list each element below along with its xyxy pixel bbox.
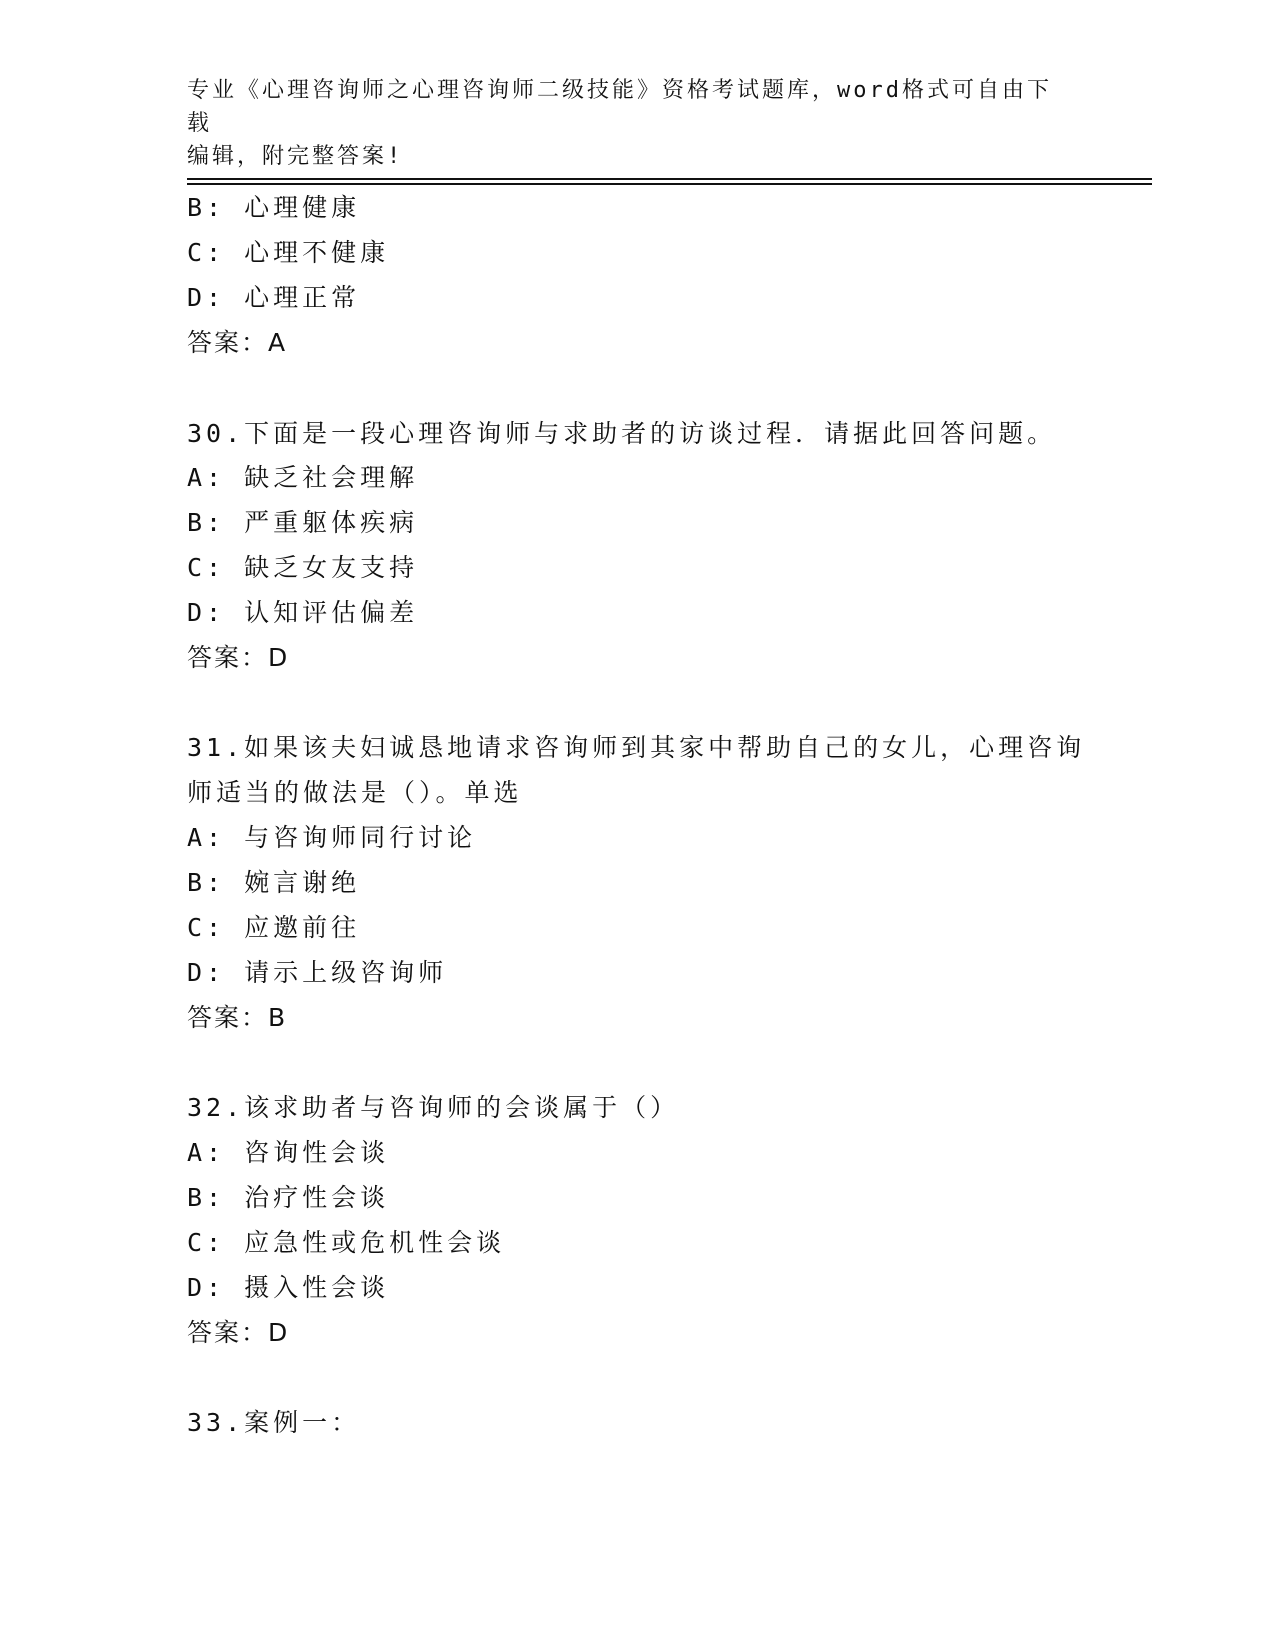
q32-option-d: D: 摄入性会谈: [187, 1273, 390, 1302]
q31-answer: 答案：B: [187, 1003, 288, 1032]
q29-option-d: D: 心理正常: [187, 283, 361, 312]
q31-option-a: A: 与咨询师同行讨论: [187, 823, 477, 852]
q33-question: 33.案例一：: [187, 1408, 361, 1437]
q30-option-a: A: 缺乏社会理解: [187, 463, 419, 492]
q32-option-b: B: 治疗性会谈: [187, 1183, 390, 1212]
q30-option-b: B: 严重躯体疾病: [187, 508, 419, 537]
q31-option-c: C: 应邀前往: [187, 913, 361, 942]
q31-option-b: B: 婉言谢绝: [187, 868, 361, 897]
q30-question: 30.下面是一段心理咨询师与求助者的访谈过程．请据此回答问题。: [187, 419, 1057, 448]
header-divider-top: [187, 178, 1152, 180]
header-divider-bottom: [187, 183, 1152, 185]
q29-answer: 答案：A: [187, 328, 288, 357]
q30-answer: 答案：D: [187, 643, 290, 672]
q32-option-a: A: 咨询性会谈: [187, 1138, 390, 1167]
q32-option-c: C: 应急性或危机性会谈: [187, 1228, 506, 1257]
q29-option-b: B: 心理健康: [187, 193, 361, 222]
q29-option-c: C: 心理不健康: [187, 238, 390, 267]
q32-question: 32.该求助者与咨询师的会谈属于（）: [187, 1093, 680, 1122]
q32-answer: 答案：D: [187, 1318, 290, 1347]
q30-option-d: D: 认知评估偏差: [187, 598, 419, 627]
header-line-1: 专业《心理咨询师之心理咨询师二级技能》资格考试题库，word格式可自由下载: [187, 78, 1052, 136]
header-line-2: 编辑，附完整答案!: [187, 144, 404, 169]
q30-option-c: C: 缺乏女友支持: [187, 553, 419, 582]
document-header: [187, 74, 1067, 173]
q31-question-line-2: 师适当的做法是（）。单选: [187, 778, 523, 807]
q31-question-line-1: 31.如果该夫妇诚恳地请求咨询师到其家中帮助自己的女儿，心理咨询: [187, 733, 1086, 762]
q31-option-d: D: 请示上级咨询师: [187, 958, 448, 987]
